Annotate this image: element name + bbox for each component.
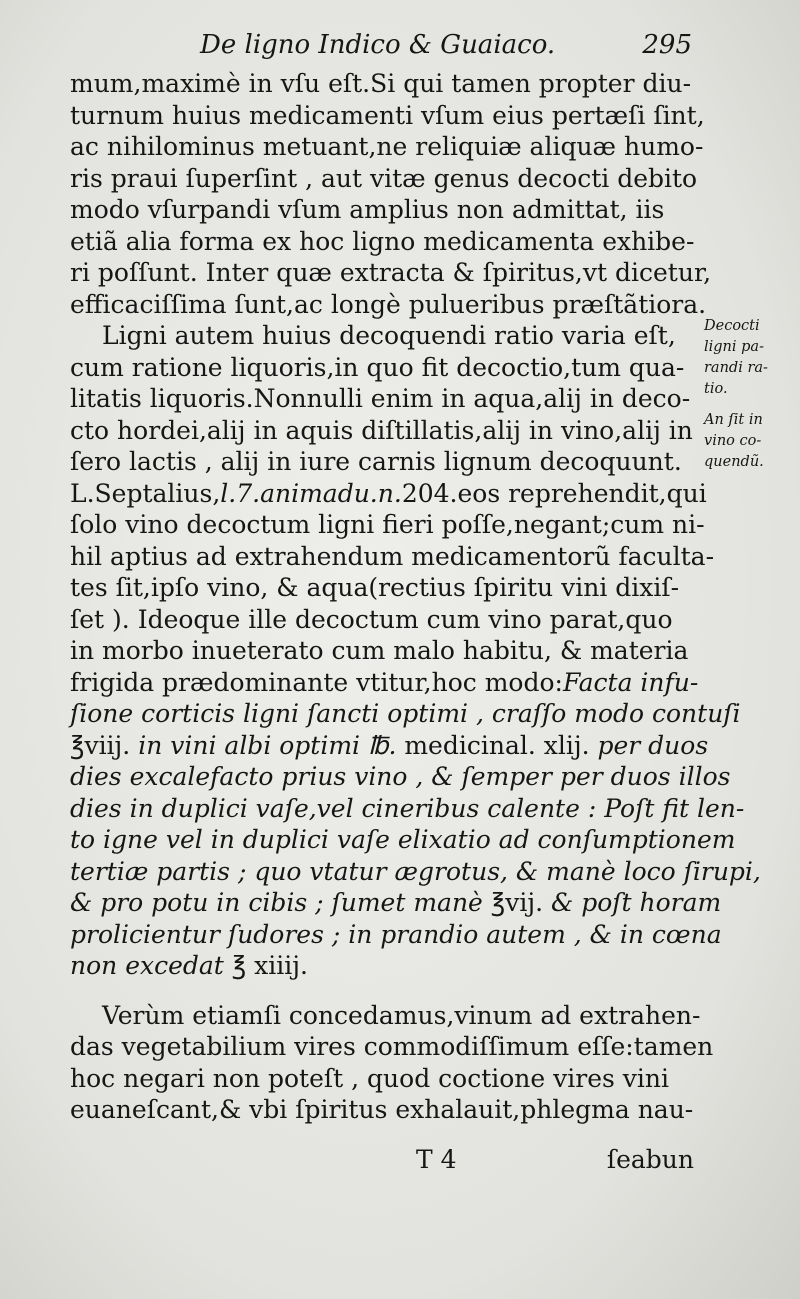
text-line: in morbo inueterato cum malo habitu, & materia [70,636,689,665]
text-line: tes ſit,ipſo vino, & aqua(rectius ſpiritu vini dixiſ- [70,573,680,602]
text-line: hoc negari non poteſt , quod coctione vires vini [70,1063,669,1093]
page-number: 295 [642,30,692,60]
text-run: ℥ xiiij. [231,951,308,980]
text-run: L.Septalius, [70,478,221,508]
text-line: litatis liquoris.Nonnulli enim in aqua,alij in deco- [70,384,691,413]
paragraph-gap [70,982,698,1000]
text-line: Ligni autem huius decoquendi ratio varia eſt, [102,321,676,350]
text-line: efficaciſſima ſunt,ac longè pulueribus præſtãtiora. [70,289,707,319]
text-line: modo vſurpandi vſum amplius non admittat, iis [70,195,665,224]
text-line: ſolo vino decoctum ligni fieri poſſe,negant;cum ni- [70,510,705,539]
margin-note-line: ligni pa- [704,339,764,355]
recipe-text: in vini albi optimi ℔. [138,730,405,760]
margin-notes [704,316,796,473]
text-line: cto hordei,alij in aquis diſtillatis,alij in vino,alij in [70,415,693,445]
signature-mark: T 4 [416,1145,457,1174]
recipe-text: non excedat [70,951,232,980]
recipe-text: Facta infu- [562,667,699,697]
recipe-line [70,950,698,982]
margin-note-line: An ſit in [704,412,763,428]
text-line: cum ratione liquoris,in quo fit decoctio,tum qua- [70,352,685,382]
text-line: euaneſcant,& vbi ſpiritus exhalauit,phlegma nau- [70,1095,694,1124]
text-line: ſero lactis , alij in iure carnis lignum decoquunt. [70,447,682,476]
text-run: medicinal. xlij. [404,730,598,760]
recipe-text: & poſt horam [551,888,722,917]
text-line: turnum huius medicamenti vſum eius pertæſi ſint, [70,100,705,130]
recipe-text: & pro potu in cibis ; ſumet manè [70,888,491,917]
running-header [200,30,700,70]
margin-note-line: randi ra- [704,360,768,376]
recipe-line [70,887,722,919]
margin-note-line: tio. [704,381,728,397]
text-line: ac nihilominus metuant,ne reliquiæ aliquæ humo- [70,132,704,161]
text-line: mum,maximè in vſu eſt.Si qui tamen propter diu- [70,69,692,98]
running-title: De ligno Indico & Guaiaco. [200,30,556,60]
text-line: ſet ). Ideoque ille decoctum cum vino parat,quo [70,604,673,634]
text-line: Verùm etiamſi concedamus,vinum ad extrahen- [102,1000,701,1030]
margin-note-line: Decocti [704,318,760,334]
text-line: etiã alia forma ex hoc ligno medicamenta exhibe- [70,226,695,256]
recipe-line: ſione corticis ligni ſancti optimi , craſſo modo contuſi [70,699,741,728]
margin-note-line: vino co- [704,433,762,449]
margin-gap [704,400,796,410]
page-footer [70,1145,698,1177]
recipe-line: to igne vel in duplici vaſe elixatio ad conſumptionem [70,825,736,854]
text-line: das vegetabilium vires commodiſſimum eſſe:tamen [70,1032,714,1061]
citation: l.7.animadu.n. [220,478,402,508]
recipe-line: tertiæ partis ; quo vtatur ægrotus, & manè loco ſirupi, [70,856,761,886]
catchword: ſeabun [606,1145,694,1174]
recipe-line: prolicientur ſudores ; in prandio autem , & in cœna [70,919,722,949]
recipe-line: dies in duplici vaſe,vel cineribus calente : Poſt fit len- [70,793,745,823]
text-line: ris praui ſuperſint , aut vitæ genus decocti debito [70,163,698,193]
text-run: ℥viij. [70,730,139,760]
recipe-line: dies excalefacto prius vino , & ſemper per duos illos [70,762,731,791]
text-run: 204.eos reprehendit,qui [401,478,707,508]
text-line [70,478,707,510]
text-line [70,667,698,699]
text-run: frigida prædominante vtitur,hoc modo: [70,667,563,697]
text-line: ri poſſunt. Inter quæ extracta & ſpiritus,vt dicetur, [70,258,712,287]
recipe-line [70,730,709,762]
margin-note-line: quendũ. [704,454,764,470]
recipe-text: per duos [597,730,709,760]
text-line: hil aptius ad extrahendum medicamentorũ faculta- [70,541,715,571]
text-run: ℥vij. [490,888,552,917]
